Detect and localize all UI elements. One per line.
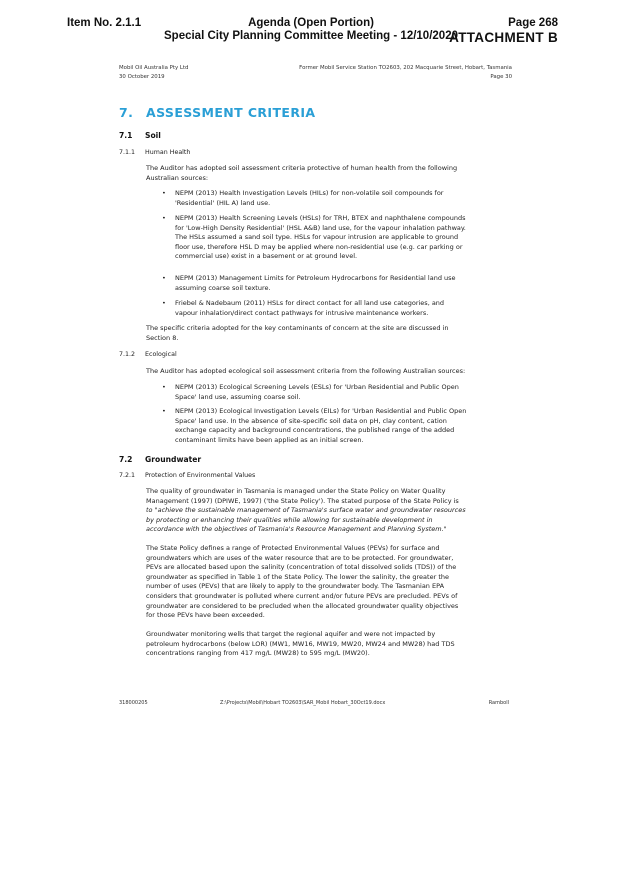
bullet-icon: • <box>162 214 166 222</box>
bullet-icon: • <box>162 407 166 415</box>
bullet-icon: • <box>162 299 166 307</box>
company-name: Mobil Oil Australia Pty Ltd <box>119 65 189 71</box>
report-page-number: Page 30 <box>490 74 512 80</box>
agenda-line-1: Agenda (Open Portion) <box>248 17 374 29</box>
human-health-outro: The specific criteria adopted for the key contaminants of concern at the site are discussed in Section 8. <box>146 324 449 342</box>
ecological-intro: The Auditor has adopted ecological soil assessment criteria from the following Australian sources: <box>146 367 466 375</box>
report-header-left <box>119 64 188 82</box>
groundwater-paragraph-1: The quality of groundwater in Tasmania is managed under the State Policy on Water Quality Management (1997) (DPIWE, 1997) ('the State Policy'). The stated purpose of the State Policy is to "achieve the sustainable management of Tasmania's surface water and groundwater resources by protecting or enhancing their qualities while allowing for sustainable development in accordance with the objectives of Tasmania's Resource Management and Planning System." <box>146 487 466 534</box>
human-health-intro: The Auditor has adopted soil assessment criteria protective of human health from the following Australian sources: <box>146 164 458 182</box>
groundwater-paragraph-3: Groundwater monitoring wells that target the regional aquifer and were not impacted by petroleum hydrocarbons (below LOR) (MW1, MW16, MW19, MW20, MW24 and MW28) had TDS concentrations ranging from 417 mg/L (MW28) to 595 mg/L (MW20). <box>146 630 455 658</box>
groundwater-paragraph-2: The State Policy defines a range of Protected Environmental Values (PEVs) for surface and groundwaters which are uses of the water resource that are to be protected. For groundwater, PEVs are allocated based upon the salinity (concentration of total dissolved solids (TDS)) of the groundwater as specified in Table 1 of the State Policy. The lower the salinity, the greater the number of uses (PEVs) that are likely to apply to the groundwater body. The Tasmanian EPA considers that groundwater is polluted where current and/or future PEVs are precluded. PEVs of groundwater are considered to be precluded when the allocated groundwater quality objectives for those PEVs have been exceeded. <box>146 544 459 620</box>
report-header-right <box>299 64 512 82</box>
council-page-number: Page 268 <box>508 17 558 29</box>
section-title: ASSESSMENT CRITERIA <box>146 105 316 120</box>
report-date: 30 October 2019 <box>119 74 165 80</box>
bullet-icon: • <box>162 189 166 197</box>
footer-file-path: Z:\Projects\Mobil\Hobart TO2603\SAR_Mobil Hobart_30Oct19.docx <box>220 700 386 706</box>
item-number: Item No. 2.1.1 <box>67 17 142 29</box>
footer-project-number: 318000205 <box>119 700 148 706</box>
footer-company: Ramboll <box>488 700 509 706</box>
bullet-icon: • <box>162 383 166 391</box>
attachment-label: ATTACHMENT B <box>449 30 558 45</box>
agenda-line-2: Special City Planning Committee Meeting - 12/10/2020 <box>164 30 458 42</box>
section-heading <box>119 105 315 120</box>
site-name: Former Mobil Service Station TO2603, 202 Macquarie Street, Hobart, Tasmania <box>299 65 512 71</box>
bullet-icon: • <box>162 274 166 282</box>
section-number: 7. <box>119 105 134 120</box>
